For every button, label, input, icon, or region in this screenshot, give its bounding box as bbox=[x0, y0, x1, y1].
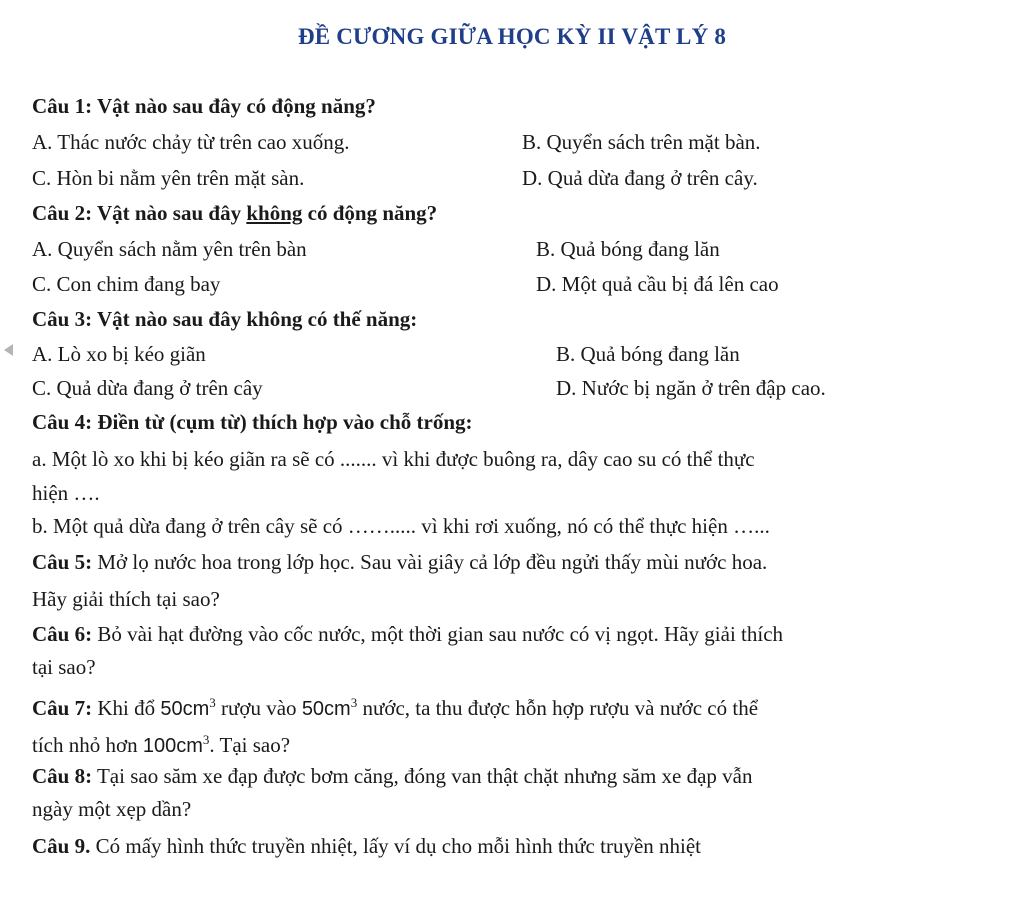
question-7-line-1 bbox=[32, 689, 758, 723]
question-6-text-1: Bỏ vài hạt đường vào cốc nước, một thời gian sau nước có vị ngọt. Hãy giải thích bbox=[92, 622, 784, 646]
question-3-text: Vật nào sau đây không có thế năng: bbox=[92, 307, 418, 331]
question-4 bbox=[32, 408, 473, 436]
question-4-part-a-line-2: hiện …. bbox=[32, 481, 100, 505]
question-7-text-4: tích nhỏ hơn bbox=[32, 733, 143, 757]
question-4-label: Câu 4: bbox=[32, 410, 93, 434]
question-6-label: Câu 6: bbox=[32, 622, 93, 646]
question-8-text-1: Tại sao săm xe đạp được bơm căng, đóng van thật chặt nhưng săm xe đạp vẫn bbox=[92, 764, 753, 788]
question-3-option-a: A. Lò xo bị kéo giãn bbox=[32, 342, 206, 366]
question-5-text-1: Mở lọ nước hoa trong lớp học. Sau vài giây cả lớp đều ngửi thấy mùi nước hoa. bbox=[92, 550, 768, 574]
question-2-label: Câu 2: bbox=[32, 201, 93, 225]
question-9-line-1 bbox=[32, 832, 701, 860]
question-2-option-c: C. Con chim đang bay bbox=[32, 272, 221, 296]
question-2-option-b: B. Quả bóng đang lăn bbox=[536, 237, 720, 261]
question-3-option-c: C. Quả dừa đang ở trên cây bbox=[32, 376, 263, 400]
question-7-text-3: nước, ta thu được hỗn hợp rượu và nước có thể bbox=[357, 696, 759, 720]
question-7-text-1: Khi đổ bbox=[92, 696, 161, 720]
question-2-option-d: D. Một quả cầu bị đá lên cao bbox=[536, 272, 779, 296]
question-1-option-c: C. Hòn bi nằm yên trên mặt sàn. bbox=[32, 166, 305, 190]
question-1-text: Vật nào sau đây có động năng? bbox=[92, 94, 376, 118]
question-2-underlined-word: không bbox=[246, 201, 303, 225]
question-7-text-2: rượu vào bbox=[215, 696, 302, 720]
question-4-part-b-line-1: b. Một quả dừa đang ở trên cây sẽ có ……..... vì khi rơi xuống, nó có thể thực hiện …... bbox=[32, 514, 770, 538]
question-9-text-1: Có mấy hình thức truyền nhiệt, lấy ví dụ cho mỗi hình thức truyền nhiệt bbox=[90, 834, 702, 858]
question-8-label: Câu 8: bbox=[32, 764, 93, 788]
question-1 bbox=[32, 92, 376, 120]
question-5-line-2: Hãy giải thích tại sao? bbox=[32, 587, 220, 611]
question-3 bbox=[32, 305, 417, 333]
question-5-label: Câu 5: bbox=[32, 550, 93, 574]
question-3-label: Câu 3: bbox=[32, 307, 93, 331]
document-title: ĐỀ CƯƠNG GIỮA HỌC KỲ II VẬT LÝ 8 bbox=[297, 24, 727, 49]
question-1-option-d: D. Quả dừa đang ở trên cây. bbox=[522, 166, 758, 190]
question-2 bbox=[32, 199, 437, 227]
collapse-triangle-icon[interactable] bbox=[4, 344, 13, 356]
question-7-text-5: . Tại sao? bbox=[209, 733, 291, 757]
question-6-line-2: tại sao? bbox=[32, 655, 96, 679]
question-7-volume-3: 100cm bbox=[142, 735, 203, 757]
question-8-line-2: ngày một xẹp dần? bbox=[32, 797, 192, 821]
question-7-exponent-3: 3 bbox=[202, 732, 210, 747]
question-5-line-1 bbox=[32, 548, 767, 576]
question-4-text: Điền từ (cụm từ) thích hợp vào chỗ trống: bbox=[92, 410, 473, 434]
question-7-volume-2: 50cm bbox=[301, 698, 351, 720]
question-6-line-1 bbox=[32, 620, 783, 648]
question-1-label: Câu 1: bbox=[32, 94, 93, 118]
question-7-label: Câu 7: bbox=[32, 696, 93, 720]
question-3-option-d: D. Nước bị ngăn ở trên đập cao. bbox=[556, 376, 826, 400]
question-9-label: Câu 9. bbox=[32, 834, 91, 858]
question-2-text-after: có động năng? bbox=[302, 201, 438, 225]
question-8-line-1 bbox=[32, 762, 753, 790]
question-7-line-2 bbox=[32, 726, 290, 760]
question-7-exponent-1: 3 bbox=[209, 695, 216, 710]
question-2-option-a: A. Quyển sách nằm yên trên bàn bbox=[32, 237, 307, 261]
question-7-exponent-2: 3 bbox=[350, 695, 358, 710]
question-7-volume-1: 50cm bbox=[160, 698, 210, 720]
question-1-option-a: A. Thác nước chảy từ trên cao xuống. bbox=[32, 130, 350, 154]
question-4-part-a-line-1: a. Một lò xo khi bị kéo giãn ra sẽ có ....... vì khi được buông ra, dây cao su có thể thực bbox=[32, 447, 755, 471]
question-3-option-b: B. Quả bóng đang lăn bbox=[556, 342, 740, 366]
question-1-option-b: B. Quyển sách trên mặt bàn. bbox=[522, 130, 761, 154]
question-2-text-before: Vật nào sau đây bbox=[92, 201, 247, 225]
